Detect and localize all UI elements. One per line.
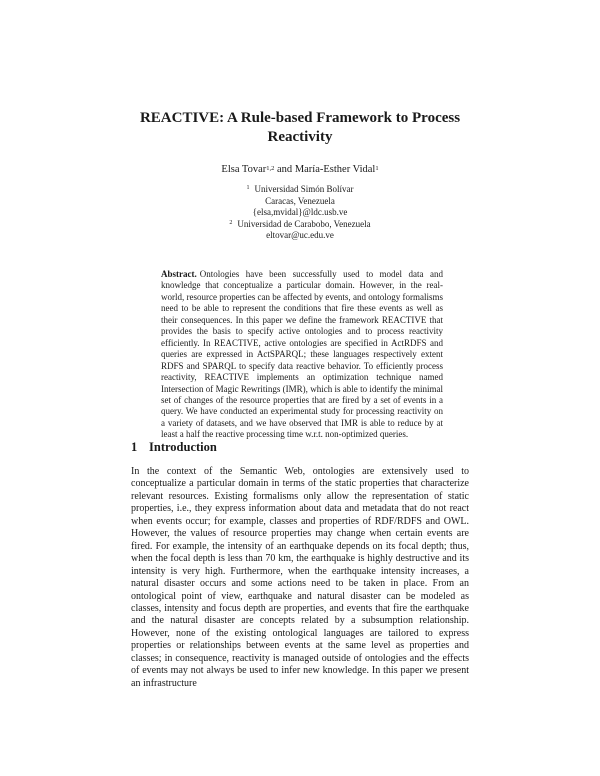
affiliation-1-line-1: [150, 184, 450, 196]
section-number: 1: [131, 440, 138, 454]
section-title: Introduction: [149, 440, 217, 454]
author-conjunction: and: [274, 164, 295, 175]
abstract: [161, 269, 443, 441]
affiliation-1-institution: Universidad Simón Bolívar: [254, 184, 354, 194]
affiliation-1-location: Caracas, Venezuela: [265, 195, 335, 206]
affiliation-2-institution: Universidad de Carabobo, Venezuela: [237, 218, 371, 229]
author-1-affiliation-mark: 1,2: [266, 165, 275, 172]
author-list: [130, 163, 470, 176]
affiliation-2-line-1: [150, 219, 450, 231]
paper-title-line-1: REACTIVE: A Rule-based Framework to Process: [139, 110, 461, 126]
section-heading: [131, 440, 217, 455]
section-body-text: In the context of the Semantic Web, ontologies are extensively used to conceptualize a particular domain in terms of the static properties that characterize relevant resources. Existing formalisms only allow the representation of static properties, i.e., they express information about data and metadata that do not react when events occur; for example, classes and properties of RDF/RDFS and OWL. However, the values of resource properties may change when certain events are fired. For example, the intensity of an earthquake depends on its focal depth; thus, when the focal depth is less than 70 km, the earthquake is highly destructive and its intensity is very high. Furthermore, when the earthquake intensity increases, a natural disaster occurs and some actions need to be taken in place. From an ontological point of view, earthquake and natural disaster can be modeled as classes, intensity and focus depth are properties, and events that fire the earthquake and the natural disaster are concepts related by a subsumption relationship. However, none of the existing ontological languages are tailored to express properties or relationships between events at the same level as properties and classes; in consequence, reactivity is managed outside of ontologies and the effects of events may not always be used to infer new knowledge. In this paper we present an infrastructure: [131, 466, 469, 689]
affiliation-1-email: {elsa,mvidal}@ldc.usb.ve: [252, 207, 348, 218]
affiliation-block: [150, 184, 450, 242]
author-2-affiliation-mark: 1: [375, 165, 379, 172]
author-2-name: María-Esther Vidal: [294, 164, 376, 175]
author-1-name: Elsa Tovar: [221, 164, 267, 175]
paper-title: [130, 109, 470, 147]
affiliation-2-mark: 2: [229, 219, 233, 226]
paper-title-line-2: Reactivity: [267, 129, 333, 145]
affiliation-2-email: eltovar@uc.edu.ve: [266, 230, 334, 241]
abstract-label: Abstract.: [161, 269, 197, 279]
abstract-text: Ontologies have been successfully used to model data and knowledge that conceptualize a particular domain. However, in the real-world, resource properties can be affected by events, and ontology formalisms need to be able to represent the conditions that fire these events as well as their consequences. In this paper we define the framework REACTIVE that provides the basis to specify active ontologies and to process reactivity efficiently. In REACTIVE, active ontologies are specified in ActRDFS and queries are expressed in ActSPARQL; these languages respectively extent RDFS and SPARQL to specify data reactive behavior. To efficiently process reactivity, REACTIVE implements an optimization technique named Intersection of Magic Rewritings (IMR), which is able to identify the minimal set of changes of the resource properties that are fired by a set of events in a query. We have conducted an experimental study for processing reactivity on a variety of datasets, and we have observed that IMR is able to reduce by at least a half the reactive processing time w.r.t. non-optimized queries.: [161, 269, 443, 440]
affiliation-1-mark: 1: [246, 185, 250, 191]
